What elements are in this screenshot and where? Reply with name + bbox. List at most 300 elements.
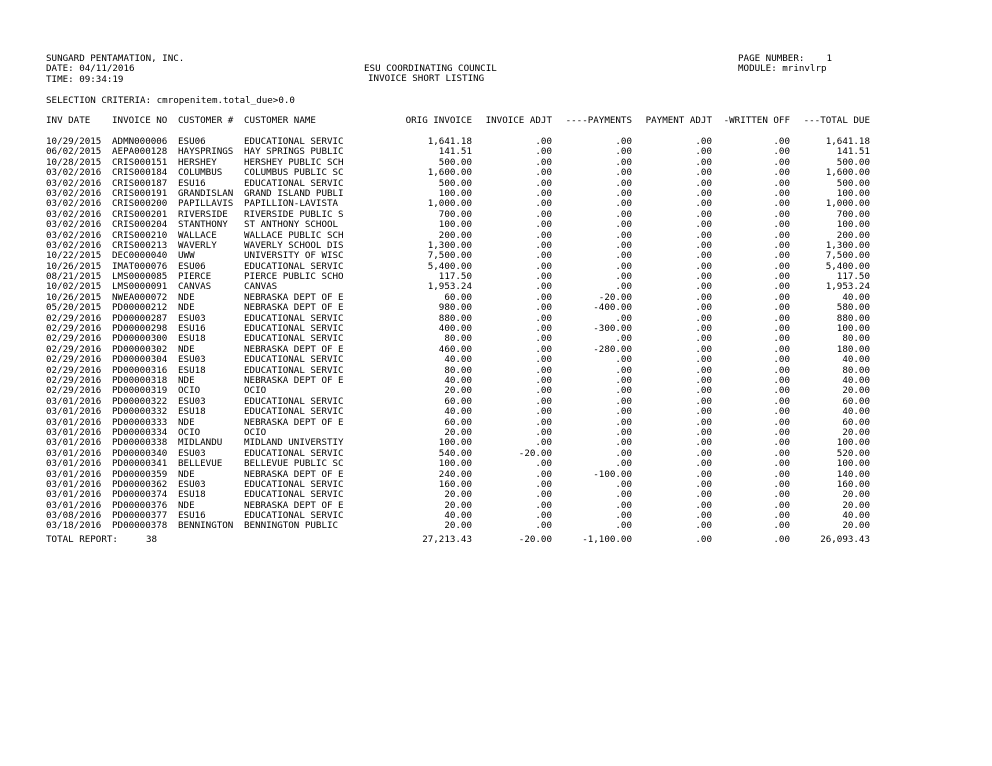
- cell-inv-date: 03/01/2016: [46, 437, 102, 449]
- cell-orig-invoice: 880.00: [438, 312, 472, 324]
- cell-customer-no: HAYSPRINGS: [178, 146, 234, 158]
- cell-customer-no: ESU03: [178, 395, 206, 407]
- cell-payments: .00: [615, 229, 632, 241]
- cell-payments: .00: [615, 177, 632, 189]
- cell-invoice-adjt: .00: [535, 302, 552, 314]
- cell-customer-name: EDUCATIONAL SERVIC: [244, 260, 344, 272]
- cell-payments: .00: [615, 478, 632, 490]
- cell-customer-name: WAVERLY SCHOOL DIS: [244, 239, 344, 251]
- cell-inv-date: 10/02/2015: [46, 281, 102, 293]
- cell-invoice-adjt: -20.00: [518, 447, 552, 459]
- cell-payment-adjt: .00: [695, 364, 712, 376]
- cell-customer-name: NEBRASKA DEPT OF E: [244, 302, 344, 314]
- cell-inv-date: 03/01/2016: [46, 468, 102, 480]
- cell-payments: .00: [615, 281, 632, 293]
- cell-inv-date: 03/01/2016: [46, 499, 102, 511]
- cell-invoice-no: LMS0000085: [112, 271, 168, 283]
- cell-customer-name: HERSHEY PUBLIC SCH: [244, 156, 344, 168]
- cell-invoice-adjt: .00: [535, 395, 552, 407]
- cell-payment-adjt: .00: [695, 437, 712, 449]
- cell-orig-invoice: 700.00: [438, 208, 472, 220]
- cell-inv-date: 05/20/2015: [46, 302, 102, 314]
- cell-written-off: .00: [773, 447, 790, 459]
- cell-invoice-adjt: .00: [535, 510, 552, 522]
- cell-total-due: 1,953.24: [825, 281, 870, 293]
- cell-orig-invoice: 1,600.00: [427, 167, 472, 179]
- cell-invoice-no: PD00000334: [112, 426, 168, 438]
- cell-customer-name: EDUCATIONAL SERVIC: [244, 406, 344, 418]
- cell-orig-invoice: 20.00: [444, 499, 472, 511]
- cell-payment-adjt: .00: [695, 343, 712, 355]
- cell-payments: .00: [615, 156, 632, 168]
- cell-payments: -20.00: [598, 291, 632, 303]
- cell-invoice-adjt: .00: [535, 343, 552, 355]
- total-total-due: 26,093.43: [820, 534, 870, 545]
- cell-invoice-no: PD00000302: [112, 343, 168, 355]
- cell-invoice-no: PD00000287: [112, 312, 168, 324]
- col-customer-no: CUSTOMER #: [178, 115, 234, 126]
- cell-payment-adjt: .00: [695, 167, 712, 179]
- cell-invoice-adjt: .00: [535, 260, 552, 272]
- cell-invoice-adjt: .00: [535, 281, 552, 293]
- cell-invoice-adjt: .00: [535, 354, 552, 366]
- cell-orig-invoice: 1,000.00: [427, 198, 472, 210]
- cell-total-due: 20.00: [842, 489, 870, 501]
- cell-invoice-adjt: .00: [535, 478, 552, 490]
- cell-payment-adjt: .00: [695, 219, 712, 231]
- cell-total-due: 880.00: [836, 312, 870, 324]
- cell-payments: .00: [615, 239, 632, 251]
- cell-payment-adjt: .00: [695, 281, 712, 293]
- cell-total-due: 200.00: [836, 229, 870, 241]
- cell-payment-adjt: .00: [695, 510, 712, 522]
- cell-orig-invoice: 500.00: [438, 156, 472, 168]
- cell-invoice-adjt: .00: [535, 198, 552, 210]
- cell-invoice-no: IMAT000076: [112, 260, 168, 272]
- cell-customer-name: EDUCATIONAL SERVIC: [244, 395, 344, 407]
- cell-orig-invoice: 40.00: [444, 354, 472, 366]
- report-header-left: [46, 54, 184, 85]
- cell-inv-date: 02/29/2016: [46, 374, 102, 386]
- cell-total-due: 40.00: [842, 374, 870, 386]
- cell-inv-date: 10/29/2015: [46, 136, 102, 147]
- cell-customer-name: EDUCATIONAL SERVIC: [244, 323, 344, 335]
- cell-customer-no: RIVERSIDE: [178, 208, 228, 220]
- cell-customer-name: GRAND ISLAND PUBLI: [244, 187, 344, 199]
- cell-written-off: .00: [773, 333, 790, 345]
- cell-invoice-adjt: .00: [535, 489, 552, 501]
- cell-inv-date: 02/29/2016: [46, 364, 102, 376]
- cell-payment-adjt: .00: [695, 458, 712, 470]
- cell-payments: .00: [615, 385, 632, 397]
- cell-orig-invoice: 80.00: [444, 364, 472, 376]
- cell-invoice-no: PD00000340: [112, 447, 168, 459]
- cell-invoice-no: CRIS000213: [112, 239, 168, 251]
- cell-written-off: .00: [773, 437, 790, 449]
- cell-payments: .00: [615, 167, 632, 179]
- cell-invoice-adjt: .00: [535, 364, 552, 376]
- total-invoice-adjt: -20.00: [518, 534, 552, 545]
- col-inv-date: INV DATE: [46, 115, 91, 126]
- cell-customer-no: ESU03: [178, 354, 206, 366]
- cell-customer-no: OCIO: [178, 426, 201, 438]
- cell-payments: .00: [615, 437, 632, 449]
- cell-total-due: 500.00: [836, 177, 870, 189]
- cell-written-off: .00: [773, 219, 790, 231]
- cell-total-due: 117.50: [836, 271, 870, 283]
- cell-customer-name: EDUCATIONAL SERVIC: [244, 489, 344, 501]
- cell-invoice-adjt: .00: [535, 177, 552, 189]
- cell-written-off: .00: [773, 416, 790, 428]
- cell-customer-name: NEBRASKA DEPT OF E: [244, 374, 344, 386]
- cell-total-due: 100.00: [836, 323, 870, 335]
- cell-customer-name: EDUCATIONAL SERVIC: [244, 510, 344, 522]
- cell-written-off: .00: [773, 281, 790, 293]
- cell-invoice-no: CRIS000151: [112, 156, 168, 168]
- cell-customer-no: ESU16: [178, 177, 206, 189]
- cell-customer-no: UWW: [178, 250, 195, 262]
- cell-payments: .00: [615, 271, 632, 283]
- cell-invoice-no: PD00000319: [112, 385, 168, 397]
- cell-invoice-adjt: .00: [535, 468, 552, 480]
- cell-customer-name: BELLEVUE PUBLIC SC: [244, 458, 344, 470]
- table-row: [46, 458, 870, 470]
- cell-total-due: 580.00: [836, 302, 870, 314]
- cell-invoice-adjt: .00: [535, 312, 552, 324]
- cell-invoice-adjt: .00: [535, 271, 552, 283]
- cell-payment-adjt: .00: [695, 395, 712, 407]
- invoice-rows: [46, 136, 870, 532]
- cell-inv-date: 10/26/2015: [46, 291, 102, 303]
- col-written-off: -WRITTEN OFF: [723, 115, 790, 126]
- cell-payment-adjt: .00: [695, 239, 712, 251]
- cell-customer-name: ST ANTHONY SCHOOL: [244, 219, 339, 231]
- cell-orig-invoice: 60.00: [444, 291, 472, 303]
- cell-orig-invoice: 20.00: [444, 489, 472, 501]
- cell-payment-adjt: .00: [695, 291, 712, 303]
- cell-customer-name: RIVERSIDE PUBLIC S: [244, 208, 344, 220]
- cell-customer-name: EDUCATIONAL SERVIC: [244, 447, 344, 459]
- cell-inv-date: 03/08/2016: [46, 510, 102, 522]
- cell-total-due: 40.00: [842, 406, 870, 418]
- cell-written-off: .00: [773, 198, 790, 210]
- cell-customer-no: NDE: [178, 499, 195, 511]
- cell-customer-name: EDUCATIONAL SERVIC: [244, 312, 344, 324]
- cell-written-off: .00: [773, 250, 790, 262]
- cell-invoice-adjt: .00: [535, 239, 552, 251]
- cell-invoice-no: PD00000377: [112, 510, 168, 522]
- cell-written-off: .00: [773, 499, 790, 511]
- cell-orig-invoice: 40.00: [444, 374, 472, 386]
- cell-payments: .00: [615, 146, 632, 158]
- cell-invoice-no: PD00000298: [112, 323, 168, 335]
- cell-orig-invoice: 200.00: [438, 229, 472, 241]
- cell-orig-invoice: 60.00: [444, 395, 472, 407]
- cell-inv-date: 03/01/2016: [46, 395, 102, 407]
- cell-written-off: .00: [773, 187, 790, 199]
- col-customer-name: CUSTOMER NAME: [244, 115, 316, 126]
- cell-orig-invoice: 141.51: [438, 146, 472, 158]
- cell-customer-name: MIDLAND UNIVERSTIY: [244, 437, 344, 449]
- cell-written-off: .00: [773, 208, 790, 220]
- cell-invoice-adjt: .00: [535, 374, 552, 386]
- cell-invoice-adjt: .00: [535, 250, 552, 262]
- cell-written-off: .00: [773, 458, 790, 470]
- cell-customer-no: ESU03: [178, 447, 206, 459]
- invoice-report: [46, 53, 870, 554]
- cell-payments: .00: [615, 374, 632, 386]
- cell-invoice-no: PD00000376: [112, 499, 168, 511]
- cell-orig-invoice: 5,400.00: [427, 260, 472, 272]
- cell-customer-name: WALLACE PUBLIC SCH: [244, 229, 344, 241]
- cell-written-off: .00: [773, 426, 790, 438]
- cell-customer-no: NDE: [178, 291, 195, 303]
- cell-invoice-adjt: .00: [535, 406, 552, 418]
- cell-payments: -280.00: [593, 343, 632, 355]
- cell-written-off: .00: [773, 406, 790, 418]
- cell-inv-date: 03/01/2016: [46, 447, 102, 459]
- cell-customer-no: ESU06: [178, 260, 206, 272]
- cell-customer-no: ESU16: [178, 323, 206, 335]
- cell-invoice-adjt: .00: [535, 385, 552, 397]
- cell-customer-no: NDE: [178, 343, 195, 355]
- cell-invoice-no: CRIS000184: [112, 167, 168, 179]
- cell-invoice-adjt: .00: [535, 520, 552, 532]
- cell-customer-name: EDUCATIONAL SERVIC: [244, 333, 344, 345]
- cell-payment-adjt: .00: [695, 146, 712, 158]
- col-invoice-adjt: INVOICE ADJT: [485, 115, 552, 126]
- cell-customer-name: NEBRASKA DEPT OF E: [244, 416, 344, 428]
- cell-total-due: 20.00: [842, 426, 870, 438]
- cell-invoice-no: CRIS000200: [112, 198, 168, 210]
- cell-payments: .00: [615, 406, 632, 418]
- cell-customer-no: ESU03: [178, 312, 206, 324]
- cell-written-off: .00: [773, 520, 790, 532]
- col-payment-adjt: PAYMENT ADJT: [645, 115, 712, 126]
- cell-inv-date: 03/02/2016: [46, 177, 102, 189]
- cell-invoice-no: PD00000378: [112, 520, 168, 532]
- cell-orig-invoice: 40.00: [444, 406, 472, 418]
- cell-invoice-no: DEC0000040: [112, 250, 168, 262]
- cell-orig-invoice: 400.00: [438, 323, 472, 335]
- cell-written-off: .00: [773, 468, 790, 480]
- cell-payments: .00: [615, 198, 632, 210]
- cell-invoice-adjt: .00: [535, 146, 552, 158]
- cell-customer-no: ESU18: [178, 364, 206, 376]
- cell-payment-adjt: .00: [695, 374, 712, 386]
- cell-customer-name: CANVAS: [244, 281, 278, 293]
- cell-customer-no: STANTHONY: [178, 219, 228, 231]
- cell-inv-date: 03/01/2016: [46, 426, 102, 438]
- cell-customer-no: NDE: [178, 468, 195, 480]
- cell-written-off: .00: [773, 177, 790, 189]
- cell-total-due: 100.00: [836, 187, 870, 199]
- cell-payments: .00: [615, 416, 632, 428]
- cell-customer-name: BENNINGTON PUBLIC: [244, 520, 339, 532]
- cell-written-off: .00: [773, 364, 790, 376]
- cell-orig-invoice: 20.00: [444, 520, 472, 532]
- cell-invoice-adjt: .00: [535, 156, 552, 168]
- cell-orig-invoice: 40.00: [444, 510, 472, 522]
- cell-customer-name: UNIVERSITY OF WISC: [244, 250, 344, 262]
- cell-orig-invoice: 160.00: [438, 478, 472, 490]
- cell-inv-date: 02/29/2016: [46, 343, 102, 355]
- cell-orig-invoice: 100.00: [438, 187, 472, 199]
- cell-total-due: 60.00: [842, 395, 870, 407]
- cell-payment-adjt: .00: [695, 426, 712, 438]
- cell-orig-invoice: 7,500.00: [427, 250, 472, 262]
- cell-payments: .00: [615, 364, 632, 376]
- cell-customer-no: PIERCE: [178, 271, 212, 283]
- cell-invoice-no: PD00000341: [112, 458, 168, 470]
- cell-total-due: 520.00: [836, 447, 870, 459]
- cell-orig-invoice: 240.00: [438, 468, 472, 480]
- cell-payment-adjt: .00: [695, 478, 712, 490]
- cell-written-off: .00: [773, 478, 790, 490]
- cell-customer-no: MIDLANDU: [178, 437, 223, 449]
- cell-total-due: 1,641.18: [825, 136, 870, 147]
- cell-customer-name: COLUMBUS PUBLIC SC: [244, 167, 344, 179]
- selection-criteria: SELECTION CRITERIA: cmropenitem.total_due>0.0: [46, 95, 295, 106]
- cell-customer-name: HAY SPRINGS PUBLIC: [244, 146, 344, 158]
- cell-invoice-no: PD00000338: [112, 437, 168, 449]
- cell-payment-adjt: .00: [695, 198, 712, 210]
- cell-payments: .00: [615, 520, 632, 532]
- cell-invoice-no: CRIS000204: [112, 219, 168, 231]
- cell-inv-date: 03/02/2016: [46, 229, 102, 241]
- cell-invoice-adjt: .00: [535, 323, 552, 335]
- cell-inv-date: 03/02/2016: [46, 208, 102, 220]
- cell-payment-adjt: .00: [695, 447, 712, 459]
- cell-invoice-adjt: .00: [535, 229, 552, 241]
- cell-invoice-adjt: .00: [535, 187, 552, 199]
- cell-customer-no: ESU06: [178, 136, 206, 147]
- cell-payment-adjt: .00: [695, 250, 712, 262]
- report-header-right: [738, 54, 832, 75]
- cell-written-off: .00: [773, 229, 790, 241]
- cell-invoice-adjt: .00: [535, 208, 552, 220]
- cell-inv-date: 03/01/2016: [46, 478, 102, 490]
- cell-total-due: 100.00: [836, 458, 870, 470]
- cell-customer-name: EDUCATIONAL SERVIC: [244, 136, 344, 147]
- cell-written-off: .00: [773, 489, 790, 501]
- cell-invoice-no: PD00000304: [112, 354, 168, 366]
- cell-orig-invoice: 60.00: [444, 416, 472, 428]
- cell-invoice-adjt: .00: [535, 458, 552, 470]
- cell-written-off: .00: [773, 385, 790, 397]
- cell-inv-date: 03/02/2016: [46, 219, 102, 231]
- cell-orig-invoice: 80.00: [444, 333, 472, 345]
- cell-payment-adjt: .00: [695, 354, 712, 366]
- cell-customer-no: ESU18: [178, 489, 206, 501]
- cell-total-due: 141.51: [836, 146, 870, 158]
- cell-payments: .00: [615, 219, 632, 231]
- cell-payments: .00: [615, 510, 632, 522]
- cell-total-due: 60.00: [842, 416, 870, 428]
- cell-inv-date: 02/29/2016: [46, 333, 102, 345]
- cell-customer-no: WALLACE: [178, 229, 217, 241]
- cell-customer-name: OCIO: [244, 385, 267, 397]
- cell-payments: .00: [615, 458, 632, 470]
- cell-invoice-adjt: .00: [535, 499, 552, 511]
- cell-payments: -100.00: [593, 468, 632, 480]
- cell-customer-no: NDE: [178, 416, 195, 428]
- cell-invoice-no: CRIS000210: [112, 229, 168, 241]
- cell-customer-no: PAPILLAVIS: [178, 198, 234, 210]
- cell-payments: .00: [615, 489, 632, 501]
- cell-inv-date: 02/29/2016: [46, 385, 102, 397]
- cell-customer-no: COLUMBUS: [178, 167, 223, 179]
- cell-customer-name: EDUCATIONAL SERVIC: [244, 354, 344, 366]
- cell-customer-name: NEBRASKA DEPT OF E: [244, 291, 344, 303]
- report-header-center: [364, 64, 497, 85]
- cell-orig-invoice: 460.00: [438, 343, 472, 355]
- table-row: [46, 167, 870, 179]
- cell-total-due: 7,500.00: [825, 250, 870, 262]
- cell-inv-date: 03/02/2016: [46, 167, 102, 179]
- cell-customer-name: NEBRASKA DEPT OF E: [244, 468, 344, 480]
- cell-written-off: .00: [773, 271, 790, 283]
- cell-written-off: .00: [773, 291, 790, 303]
- cell-payment-adjt: .00: [695, 406, 712, 418]
- cell-payment-adjt: .00: [695, 520, 712, 532]
- cell-payments: -300.00: [593, 323, 632, 335]
- cell-written-off: .00: [773, 239, 790, 251]
- cell-payment-adjt: .00: [695, 302, 712, 314]
- cell-written-off: .00: [773, 374, 790, 386]
- cell-written-off: .00: [773, 395, 790, 407]
- cell-invoice-no: CRIS000201: [112, 208, 168, 220]
- cell-total-due: 1,600.00: [825, 167, 870, 179]
- cell-inv-date: 08/21/2015: [46, 271, 102, 283]
- cell-payments: .00: [615, 499, 632, 511]
- cell-customer-name: OCIO: [244, 426, 267, 438]
- cell-total-due: 180.00: [836, 343, 870, 355]
- cell-payments: .00: [615, 136, 632, 147]
- cell-inv-date: 10/26/2015: [46, 260, 102, 272]
- col-payments: ----PAYMENTS: [565, 115, 632, 126]
- cell-invoice-no: PD00000359: [112, 468, 168, 480]
- cell-total-due: 100.00: [836, 219, 870, 231]
- cell-written-off: .00: [773, 312, 790, 324]
- report-time: TIME: 09:34:19: [46, 73, 124, 85]
- cell-payments: .00: [615, 260, 632, 272]
- cell-orig-invoice: 100.00: [438, 458, 472, 470]
- cell-inv-date: 03/01/2016: [46, 406, 102, 418]
- cell-customer-no: HERSHEY: [178, 156, 217, 168]
- cell-written-off: .00: [773, 302, 790, 314]
- cell-customer-no: BENNINGTON: [178, 520, 234, 532]
- cell-invoice-adjt: .00: [535, 333, 552, 345]
- cell-payment-adjt: .00: [695, 177, 712, 189]
- cell-invoice-adjt: .00: [535, 291, 552, 303]
- cell-payment-adjt: .00: [695, 271, 712, 283]
- cell-orig-invoice: 540.00: [438, 447, 472, 459]
- cell-orig-invoice: 117.50: [438, 271, 472, 283]
- col-invoice-no: INVOICE NO: [112, 115, 168, 126]
- cell-payments: .00: [615, 187, 632, 199]
- cell-total-due: 20.00: [842, 385, 870, 397]
- cell-total-due: 40.00: [842, 291, 870, 303]
- cell-payments: .00: [615, 395, 632, 407]
- total-payment-adjt: .00: [695, 534, 712, 545]
- cell-customer-name: PIERCE PUBLIC SCHO: [244, 271, 344, 283]
- cell-invoice-no: NWEA000072: [112, 291, 168, 303]
- cell-payment-adjt: .00: [695, 156, 712, 168]
- cell-written-off: .00: [773, 260, 790, 272]
- cell-invoice-no: AEPA000128: [112, 146, 168, 158]
- cell-orig-invoice: 1,641.18: [427, 136, 472, 147]
